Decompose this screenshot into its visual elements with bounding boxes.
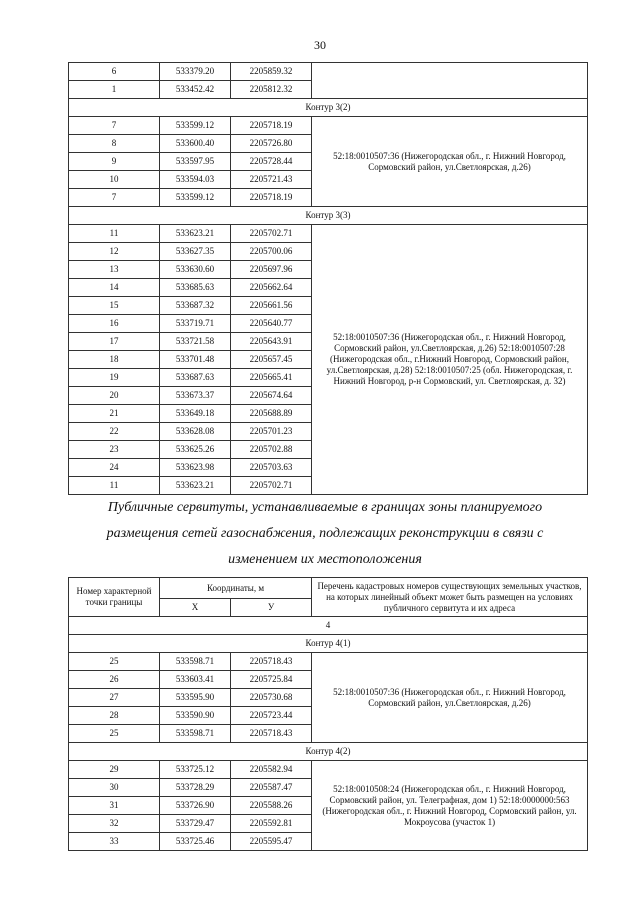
point-number: 9 [69, 153, 160, 171]
coord-x: 533630.60 [160, 261, 231, 279]
coord-x: 533600.40 [160, 135, 231, 153]
coord-x: 533628.08 [160, 423, 231, 441]
coord-y: 2205592.81 [231, 815, 312, 833]
coord-y: 2205718.43 [231, 725, 312, 743]
coord-y: 2205587.47 [231, 779, 312, 797]
heading-line: Публичные сервитуты, устанавливаемые в границах зоны планируемого [107, 500, 543, 515]
coord-x: 533623.21 [160, 477, 231, 495]
column-header-x: X [160, 599, 231, 617]
contour-title: Контур 3(2) [69, 99, 588, 117]
coord-y: 2205665.41 [231, 369, 312, 387]
coord-x: 533598.71 [160, 725, 231, 743]
coord-x: 533701.48 [160, 351, 231, 369]
point-number: 11 [69, 477, 160, 495]
coord-y: 2205859.32 [231, 63, 312, 81]
coord-y: 2205721.43 [231, 171, 312, 189]
coord-x: 533623.98 [160, 459, 231, 477]
address-cell: 52:18:0010508:24 (Нижегородская обл., г. Нижний Новгород, Сормовский район, ул. Телеграфная, дом 1) 52:18:0000000:563 (Нижегородская обл., г. Нижний Новгород, Сормовский район, ул. Мокроусова (участок 1) [312, 761, 588, 851]
coord-y: 2205730.68 [231, 689, 312, 707]
coord-y: 2205728.44 [231, 153, 312, 171]
coord-x: 533725.46 [160, 833, 231, 851]
table-row [69, 117, 588, 135]
point-number: 8 [69, 135, 160, 153]
coord-x: 533687.32 [160, 297, 231, 315]
point-number: 7 [69, 117, 160, 135]
coord-x: 533728.29 [160, 779, 231, 797]
coord-x: 533623.21 [160, 225, 231, 243]
coord-x: 533673.37 [160, 387, 231, 405]
point-number: 12 [69, 243, 160, 261]
point-number: 33 [69, 833, 160, 851]
coord-y: 2205700.06 [231, 243, 312, 261]
coord-y: 2205702.71 [231, 477, 312, 495]
coord-y: 2205725.84 [231, 671, 312, 689]
header-row [69, 578, 588, 599]
point-number: 17 [69, 333, 160, 351]
coord-x: 533590.90 [160, 707, 231, 725]
coord-x: 533649.18 [160, 405, 231, 423]
contour-header [69, 743, 588, 761]
point-number: 13 [69, 261, 160, 279]
coord-x: 533726.90 [160, 797, 231, 815]
point-number: 1 [69, 81, 160, 99]
point-number: 10 [69, 171, 160, 189]
heading-line: изменением их местоположения [228, 552, 422, 567]
coord-y: 2205657.45 [231, 351, 312, 369]
point-number: 20 [69, 387, 160, 405]
coord-y: 2205702.71 [231, 225, 312, 243]
coord-x: 533721.58 [160, 333, 231, 351]
point-number: 30 [69, 779, 160, 797]
point-number: 6 [69, 63, 160, 81]
point-number: 29 [69, 761, 160, 779]
point-number: 19 [69, 369, 160, 387]
column-header-coords: Координаты, м [160, 578, 312, 599]
point-number: 25 [69, 653, 160, 671]
coord-y: 2205726.80 [231, 135, 312, 153]
coord-x: 533685.63 [160, 279, 231, 297]
coord-x: 533719.71 [160, 315, 231, 333]
table-row [69, 761, 588, 779]
coord-y: 2205718.19 [231, 117, 312, 135]
point-number: 15 [69, 297, 160, 315]
coord-y: 2205697.96 [231, 261, 312, 279]
column-header-y: У [231, 599, 312, 617]
column-header-point: Номер характерной точки границы [69, 578, 160, 617]
table-row [69, 63, 588, 81]
section-row [69, 617, 588, 635]
coordinates-table-continued [68, 62, 588, 495]
coord-x: 533627.35 [160, 243, 231, 261]
address-cell: 52:18:0010507:36 (Нижегородская обл., г. Нижний Новгород, Сормовский район, ул.Светлоярская, д.26) [312, 653, 588, 743]
coord-x: 533452.42 [160, 81, 231, 99]
coord-x: 533597.95 [160, 153, 231, 171]
point-number: 26 [69, 671, 160, 689]
section-heading [60, 495, 590, 573]
coord-x: 533603.41 [160, 671, 231, 689]
contour-title: Контур 4(1) [69, 635, 588, 653]
coord-y: 2205718.19 [231, 189, 312, 207]
point-number: 25 [69, 725, 160, 743]
coord-y: 2205640.77 [231, 315, 312, 333]
contour-title: Контур 4(2) [69, 743, 588, 761]
coord-x: 533599.12 [160, 117, 231, 135]
coord-y: 2205688.89 [231, 405, 312, 423]
contour-header [69, 99, 588, 117]
point-number: 7 [69, 189, 160, 207]
point-number: 16 [69, 315, 160, 333]
point-number: 21 [69, 405, 160, 423]
point-number: 22 [69, 423, 160, 441]
table-row [69, 653, 588, 671]
coord-x: 533595.90 [160, 689, 231, 707]
coord-y: 2205723.44 [231, 707, 312, 725]
coord-y: 2205674.64 [231, 387, 312, 405]
heading-line: размещения сетей газоснабжения, подлежащих реконструкции в связи с [106, 526, 544, 541]
point-number: 28 [69, 707, 160, 725]
coord-y: 2205718.43 [231, 653, 312, 671]
coord-x: 533594.03 [160, 171, 231, 189]
coord-x: 533687.63 [160, 369, 231, 387]
coord-x: 533625.26 [160, 441, 231, 459]
address-cell: 52:18:0010507:36 (Нижегородская обл., г. Нижний Новгород, Сормовский район, ул.Светлоярская, д.26) 52:18:0010507:28 (Нижегородская обл., г.Нижний Новгород, Сормовский район, ул.Светлоярская, д.28) 52:18:0010507:25 (обл. Нижегородская, г. Нижний Новгород, р-н Сормовский, ул. Светлоярская, д. 32) [312, 225, 588, 495]
point-number: 11 [69, 225, 160, 243]
point-number: 32 [69, 815, 160, 833]
coord-y: 2205643.91 [231, 333, 312, 351]
coord-y: 2205701.23 [231, 423, 312, 441]
coord-y: 2205812.32 [231, 81, 312, 99]
point-number: 27 [69, 689, 160, 707]
contour-header [69, 207, 588, 225]
coord-y: 2205703.63 [231, 459, 312, 477]
column-header-list: Перечень кадастровых номеров существующих земельных участков, на которых линейный объект может быть размещен на условиях публичного сервитута и их адреса [312, 578, 588, 617]
point-number: 23 [69, 441, 160, 459]
coord-x: 533599.12 [160, 189, 231, 207]
page-number: 30 [314, 38, 326, 52]
coord-x: 533598.71 [160, 653, 231, 671]
coord-x: 533725.12 [160, 761, 231, 779]
coord-y: 2205702.88 [231, 441, 312, 459]
coord-y: 2205662.64 [231, 279, 312, 297]
coord-x: 533379.20 [160, 63, 231, 81]
point-number: 31 [69, 797, 160, 815]
table-row [69, 225, 588, 243]
point-number: 18 [69, 351, 160, 369]
address-cell [312, 63, 588, 99]
coord-y: 2205582.94 [231, 761, 312, 779]
address-cell: 52:18:0010507:36 (Нижегородская обл., г. Нижний Новгород, Сормовский район, ул.Светлоярская, д.26) [312, 117, 588, 207]
coord-x: 533729.47 [160, 815, 231, 833]
point-number: 24 [69, 459, 160, 477]
contour-title: Контур 3(3) [69, 207, 588, 225]
coord-y: 2205595.47 [231, 833, 312, 851]
contour-header [69, 635, 588, 653]
coord-y: 2205588.26 [231, 797, 312, 815]
servitude-coordinates-table [68, 577, 588, 851]
coord-y: 2205661.56 [231, 297, 312, 315]
point-number: 14 [69, 279, 160, 297]
section-number: 4 [69, 617, 588, 635]
